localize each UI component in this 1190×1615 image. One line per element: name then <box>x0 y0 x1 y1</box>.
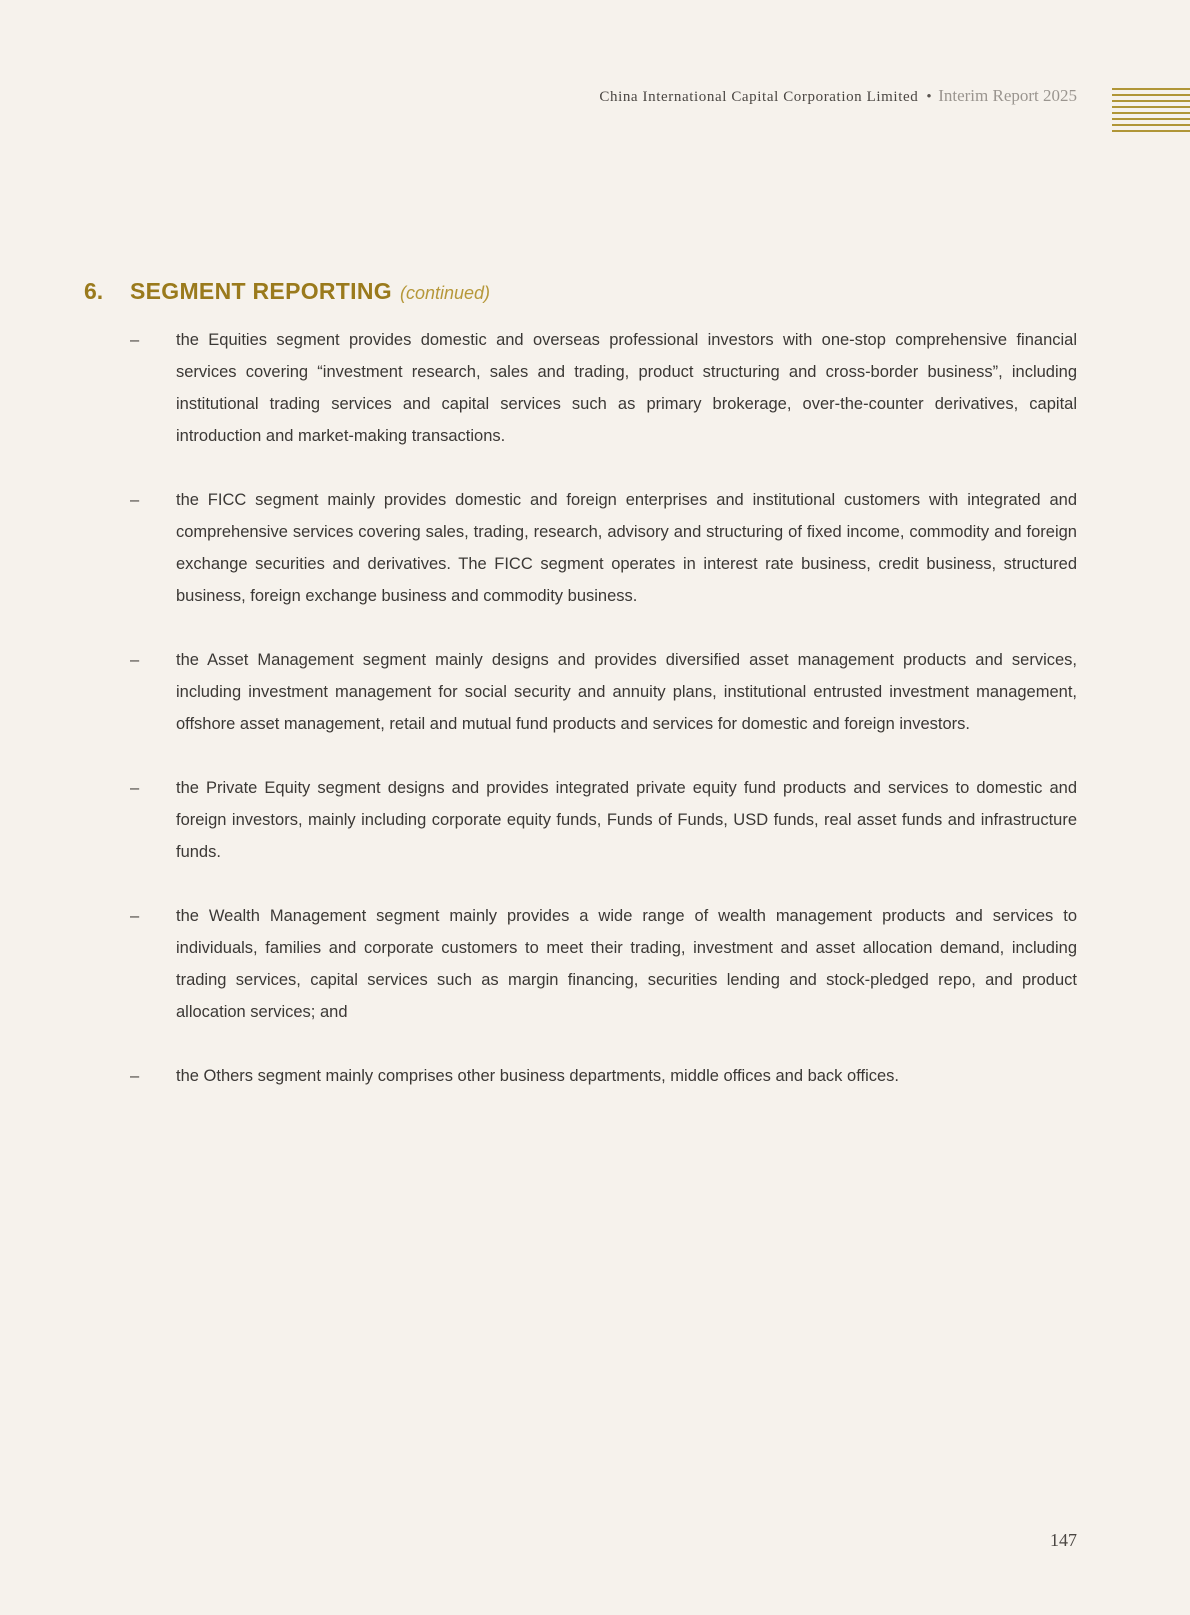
section-continued-label: (continued) <box>399 283 491 303</box>
dash-marker: – <box>130 491 140 509</box>
list-item <box>130 484 1077 612</box>
decorative-line <box>1112 130 1190 132</box>
header-company-name: China International Capital Corporation Limited <box>599 89 919 105</box>
list-item-text: the Others segment mainly comprises other business departments, middle offices and back offices. <box>176 1067 899 1085</box>
decorative-line <box>1112 118 1190 120</box>
dash-marker: – <box>130 331 140 349</box>
dash-marker: – <box>130 779 140 797</box>
header-decorative-lines <box>1112 88 1190 136</box>
section-number: 6. <box>84 278 104 304</box>
list-item <box>130 1060 1077 1092</box>
list-item <box>130 900 1077 1028</box>
list-item <box>130 772 1077 868</box>
list-item-text: the FICC segment mainly provides domestic and foreign enterprises and institutional customers with integrated and comprehensive services covering sales, trading, research, advisory and structuring of fixed income, commodity and foreign exchange securities and derivatives. The FICC segment operates in interest rate business, credit business, structured business, foreign exchange business and commodity business. <box>176 491 1077 605</box>
header-separator: • <box>926 89 933 105</box>
list-item <box>130 644 1077 740</box>
dash-marker: – <box>130 651 140 669</box>
page-number: 147 <box>1050 1530 1077 1550</box>
section-title: SEGMENT REPORTING <box>130 278 392 304</box>
decorative-line <box>1112 106 1190 108</box>
segment-list <box>130 324 1077 1092</box>
list-item-text: the Equities segment provides domestic and overseas professional investors with one-stop comprehensive financial services covering “investment research, sales and trading, product structuring and cross-border business”, including institutional trading services and capital services such as primary brokerage, over-the-counter derivatives, capital introduction and market-making transactions. <box>176 331 1077 445</box>
section-heading <box>84 278 490 308</box>
decorative-line <box>1112 100 1190 102</box>
decorative-line <box>1112 112 1190 114</box>
decorative-line <box>1112 124 1190 126</box>
list-item-text: the Wealth Management segment mainly provides a wide range of wealth management products and services to individuals, families and corporate customers to meet their trading, investment and asset allocation demand, including trading services, capital services such as margin financing, securities lending and stock-pledged repo, and product allocation services; and <box>176 907 1077 1021</box>
header-report-title: Interim Report 2025 <box>938 86 1077 105</box>
dash-marker: – <box>130 907 140 925</box>
list-item-text: the Private Equity segment designs and provides integrated private equity fund products and services to domestic and foreign investors, mainly including corporate equity funds, Funds of Funds, USD funds, real asset funds and infrastructure funds. <box>176 779 1077 861</box>
dash-marker: – <box>130 1067 140 1085</box>
decorative-line <box>1112 88 1190 90</box>
running-header <box>599 86 1077 106</box>
decorative-line <box>1112 94 1190 96</box>
list-item-text: the Asset Management segment mainly designs and provides diversified asset management products and services, including investment management for social security and annuity plans, institutional entrusted investment management, offshore asset management, retail and mutual fund products and services for domestic and foreign investors. <box>176 651 1077 733</box>
list-item <box>130 324 1077 452</box>
